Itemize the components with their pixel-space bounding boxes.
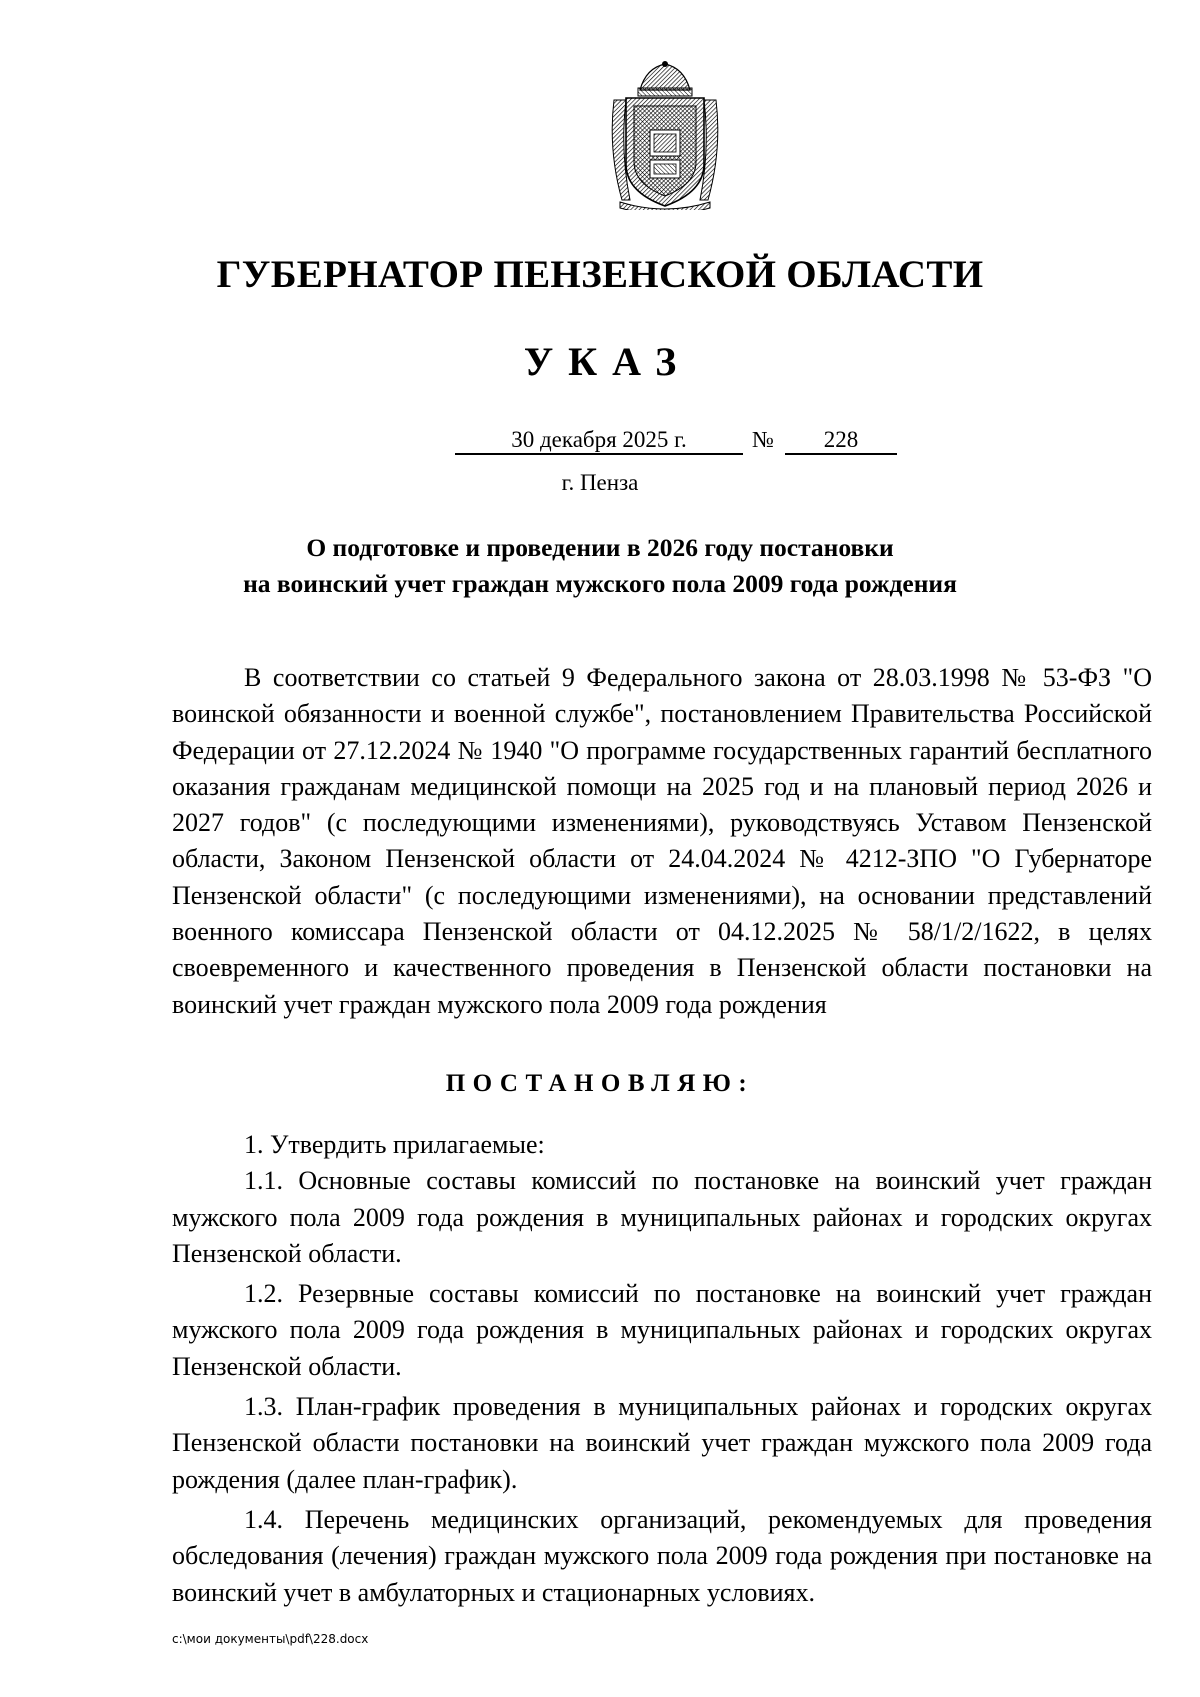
document-title-line: О подготовке и проведении в 2026 году постановки (306, 533, 894, 562)
document-type-heading: УКАЗ (523, 339, 692, 384)
issuer-heading: ГУБЕРНАТОР ПЕНЗЕНСКОЙ ОБЛАСТИ (216, 253, 984, 296)
preamble-paragraph: В соответствии со статьей 9 Федерального закона от 28.03.1998 № 53-ФЗ "О воинской обязанности и военной службе", постановлением Правительства Российской Федерации от 27.12.2024 № 1940 "О программе государственных гарантий бесплатного оказания гражданам медицинской помощи на 2025 год и на плановый период 2026 и 2027 годов" (с последующими изменениями), руководствуясь Уставом Пензенской области, Законом Пензенской области от 24.04.2024 № 4212-ЗПО "О Губернаторе Пензенской области" (с последующими изменениями), на основании представлений военного комиссара Пензенской области от 04.12.2025 № 58/1/2/1622, в целях своевременного и качественного проведения в Пензенской области постановки на воинский учет граждан мужского пола 2009 года рождения (172, 663, 1152, 1019)
footer-file-path: c:\мои документы\pdf\228.docx (172, 1632, 369, 1646)
document-title-line: на воинский учет граждан мужского пола 2009 года рождения (243, 569, 957, 598)
document-date: 30 декабря 2025 г. (455, 427, 743, 455)
decree-item: 1.3. План-график проведения в муниципальных районах и городских округах Пензенской области постановки на воинский учет граждан мужского пола 2009 года рождения (далее план-график). (172, 1392, 1152, 1494)
document-title (172, 530, 1028, 602)
decree-items (172, 1127, 1152, 1611)
decree-item: 1.1. Основные составы комиссий по постановке на воинский учет граждан мужского пола 2009 года рождения в муниципальных районах и городских округах Пензенской области. (172, 1166, 1152, 1268)
decree-item: 1. Утвердить прилагаемые: (244, 1130, 545, 1159)
decree-item: 1.4. Перечень медицинских организаций, рекомендуемых для проведения обследования (лечения) граждан мужского пола 2009 года рождения при постановке на воинский учет в амбулаторных и стационарных условиях. (172, 1504, 1152, 1607)
number-sign: № (752, 427, 774, 452)
decree-heading: ПОСТАНОВЛЯЮ: (445, 1070, 755, 1097)
coat-of-arms-icon (606, 60, 724, 210)
date-number-line (0, 427, 1200, 457)
decree-item: 1.2. Резервные составы комиссий по постановке на воинский учет граждан мужского пола 2009 года рождения в муниципальных районах и городских округах Пензенской области. (172, 1279, 1152, 1381)
document-place: г. Пенза (561, 470, 639, 495)
document-number: 228 (785, 427, 897, 455)
